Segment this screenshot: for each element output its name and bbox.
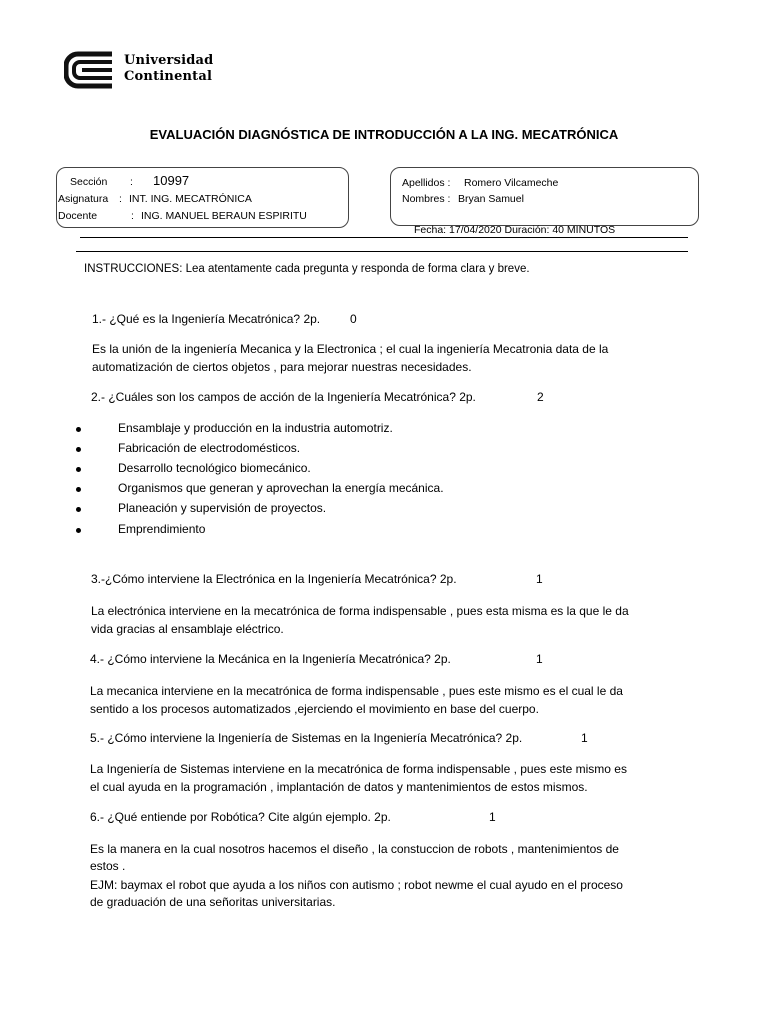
bullet-icon (76, 528, 81, 533)
list-item: Ensamblaje y producción en la industria automotriz. (118, 421, 393, 435)
question-6: 6.- ¿Qué entiende por Robótica? Cite algún ejemplo. 2p. (90, 810, 391, 824)
question-2: 2.- ¿Cuáles son los campos de acción de la Ingeniería Mecatrónica? 2p. (91, 390, 476, 404)
divider-line (76, 251, 688, 252)
list-item: Planeación y supervisión de proyectos. (118, 501, 327, 515)
seccion-colon: : (130, 176, 133, 188)
question-1-score: 0 (350, 312, 357, 326)
university-logo (64, 50, 224, 90)
answer-5-line-1: La Ingeniería de Sistemas interviene en la mecatrónica de forma indispensable , pues este mismo es (90, 762, 627, 776)
list-item: Fabricación de electrodomésticos. (118, 441, 301, 455)
answer-4-line-1: La mecanica interviene en la mecatrónica de forma indispensable , pues este mismo es el cual le da (90, 684, 623, 698)
nombres-label: Nombres : (402, 193, 451, 205)
question-2-score: 2 (537, 390, 544, 404)
answer-6-line-2: estos . (90, 859, 126, 873)
bullet-icon (76, 467, 81, 472)
university-logo-icon (64, 50, 116, 90)
nombres-value: Bryan Samuel (458, 193, 524, 205)
bullet-icon (76, 447, 81, 452)
question-5: 5.- ¿Cómo interviene la Ingeniería de Sistemas en la Ingeniería Mecatrónica? 2p. (90, 731, 523, 745)
apellidos-label: Apellidos : (402, 177, 451, 189)
docente-label: Docente (58, 210, 98, 222)
answer-1-line-2: automatización de ciertos objetos , para mejorar nuestras necesidades. (92, 360, 472, 374)
question-1: 1.- ¿Qué es la Ingeniería Mecatrónica? 2p. (92, 312, 321, 326)
answer-3-line-2: vida gracias al ensamblaje eléctrico. (91, 622, 284, 636)
apellidos-value: Romero Vilcameche (464, 177, 559, 189)
divider-line (80, 237, 688, 238)
bullet-icon (76, 427, 81, 432)
answer-6-line-1: Es la manera en la cual nosotros hacemos el diseño , la constuccion de robots , mantenimientos de (90, 842, 619, 856)
docente-colon: : (131, 210, 134, 222)
question-5-score: 1 (581, 731, 588, 745)
list-item: Desarrollo tecnológico biomecánico. (118, 461, 311, 475)
logo-text-line1: Universidad (124, 53, 214, 68)
question-4-score: 1 (536, 652, 543, 666)
asignatura-value: INT. ING. MECATRÓNICA (129, 193, 252, 205)
bullet-icon (76, 507, 81, 512)
question-3-score: 1 (536, 572, 543, 586)
answer-1-line-1: Es la unión de la ingeniería Mecanica y la Electronica ; el cual la ingeniería Mecatronia data de la (92, 342, 609, 356)
question-6-score: 1 (489, 810, 496, 824)
answer-4-line-2: sentido a los procesos automatizados ,ejerciendo el movimiento en base del cuerpo. (90, 702, 539, 716)
answer-6-line-3: EJM: baymax el robot que ayuda a los niños con autismo ; robot newme el cual ayudo en el proceso (90, 878, 623, 892)
answer-5-line-2: el cual ayuda en la programación , implantación de datos y mantenimientos de estos mismos. (90, 780, 588, 794)
docente-value: ING. MANUEL BERAUN ESPIRITU (141, 210, 307, 222)
date-duration: Fecha: 17/04/2020 Duración: 40 MINUTOS (414, 224, 616, 236)
exam-title: EVALUACIÓN DIAGNÓSTICA DE INTRODUCCIÓN A LA ING. MECATRÓNICA (149, 127, 619, 142)
question-4: 4.- ¿Cómo interviene la Mecánica en la Ingeniería Mecatrónica? 2p. (90, 652, 451, 666)
list-item: Organismos que generan y aprovechan la energía mecánica. (118, 481, 444, 495)
asignatura-colon: : (119, 193, 122, 205)
bullet-icon (76, 487, 81, 492)
answer-3-line-1: La electrónica interviene en la mecatrónica de forma indispensable , pues esta misma es la que le da (91, 604, 629, 618)
question-3: 3.-¿Cómo interviene la Electrónica en la Ingeniería Mecatrónica? 2p. (91, 572, 457, 586)
seccion-label: Sección (70, 176, 108, 188)
seccion-value: 10997 (153, 173, 190, 188)
answer-6-line-4: de graduación de una señoritas universitarias. (90, 895, 336, 909)
logo-text-line2: Continental (124, 69, 213, 84)
list-item: Emprendimiento (118, 522, 206, 536)
asignatura-label: Asignatura (58, 193, 109, 205)
instructions: INSTRUCCIONES: Lea atentamente cada pregunta y responda de forma clara y breve. (84, 263, 530, 275)
